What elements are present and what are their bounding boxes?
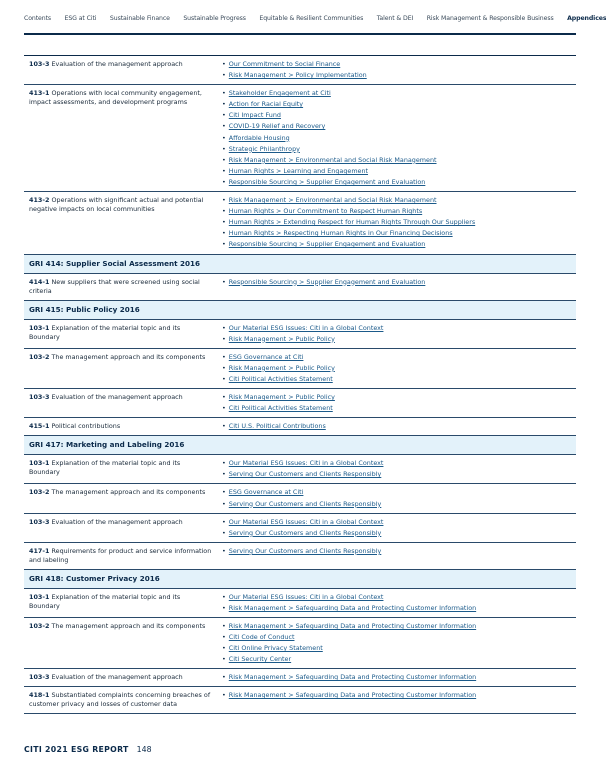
reference-link-text[interactable]: Citi Code of Conduct [228,633,295,642]
table-row [24,320,576,349]
reference-cell [216,514,576,542]
nav-item-equitable-resilient-communities[interactable]: Equitable & Resilient Communities [259,15,364,22]
disclosure-code: 103-3 [29,517,50,526]
reference-link-text[interactable]: Affordable Housing [228,133,290,142]
table-row [24,455,576,484]
table-row [24,514,576,543]
reference-link[interactable] [222,469,572,480]
reference-link[interactable] [222,155,572,166]
bullet-icon: • [222,133,226,142]
disclosure-cell [24,192,216,253]
reference-cell [216,669,576,686]
reference-link-text[interactable]: Risk Management > Public Policy [228,392,335,401]
bullet-icon: • [222,499,226,508]
reference-link-text[interactable]: Our Material ESG Issues: Citi in a Global Context [228,592,384,601]
disclosure-cell [24,669,216,686]
table-row [24,669,576,687]
table-row [24,543,576,570]
disclosure-cell [24,514,216,542]
reference-link-text[interactable]: Citi Impact Fund [228,111,281,120]
reference-link-text[interactable]: Risk Management > Safeguarding Data and Protecting Customer Information [228,622,477,630]
reference-link[interactable] [222,374,572,385]
disclosure-cell [24,389,216,417]
reference-cell [216,320,576,348]
disclosure-code: 103-3 [29,60,50,68]
reference-link-text[interactable]: Stakeholder Engagement at Citi [228,89,331,98]
bullet-icon: • [222,470,226,479]
bullet-icon: • [222,655,226,664]
reference-link[interactable] [222,421,572,432]
disclosure-code: 418-1 [29,691,50,700]
reference-link[interactable] [222,59,572,70]
nav-item-sustainable-progress[interactable]: Sustainable Progress [183,15,246,22]
bullet-icon: • [222,459,226,468]
table-row [24,687,576,714]
reference-link[interactable] [222,334,572,345]
bullet-icon: • [222,488,226,497]
reference-cell [216,389,576,417]
reference-link-text[interactable]: Risk Management > Safeguarding Data and Protecting Customer Information [228,691,477,700]
top-navigation [24,15,606,22]
reference-link[interactable] [222,528,572,539]
reference-link-text[interactable]: Our Commitment to Social Finance [228,60,341,68]
bullet-icon: • [222,196,226,205]
disclosure-cell [24,274,216,300]
reference-link[interactable] [222,88,572,99]
disclosure-title: Substantiated complaints concerning breaches of customer privacy and losses of customer data [29,691,211,709]
header-rule [24,33,576,35]
reference-link-text[interactable]: Risk Management > Public Policy [228,334,335,343]
reference-link[interactable] [222,133,572,144]
disclosure-title: Operations with local community engagement, impact assessments, and development programs [29,89,202,107]
reference-link[interactable] [222,228,572,239]
table-row [24,589,576,618]
bullet-icon: • [222,144,226,153]
bullet-icon: • [222,71,226,80]
disclosure-code: 413-1 [29,89,50,98]
reference-link[interactable] [222,206,572,217]
bullet-icon: • [222,546,226,555]
disclosure-title: Evaluation of the management approach [51,392,183,401]
table-row [24,618,576,669]
reference-cell [216,455,576,483]
disclosure-title: Evaluation of the management approach [51,673,183,682]
reference-link-text[interactable]: Risk Management > Safeguarding Data and Protecting Customer Information [228,673,477,682]
bullet-icon: • [222,622,226,630]
reference-cell [216,85,576,191]
disclosure-cell [24,418,216,435]
bullet-icon: • [222,363,226,372]
reference-link-text[interactable]: Citi Political Activities Statement [228,374,333,383]
bullet-icon: • [222,352,226,361]
bullet-icon: • [222,422,226,431]
table-row [24,349,576,389]
reference-link[interactable] [222,323,572,334]
reference-link-text[interactable]: Responsible Sourcing > Supplier Engagement and Evaluation [228,240,426,249]
disclosure-title: Operations with significant actual and potential negative impacts on local communities [29,196,204,214]
reference-link-text[interactable]: Action for Racial Equity [228,100,304,109]
disclosure-cell [24,618,216,668]
reference-link-text[interactable]: ESG Governance at Citi [228,488,304,497]
reference-cell [216,543,576,569]
disclosure-cell [24,56,216,84]
reference-link-text[interactable]: Citi Political Activities Statement [228,404,333,413]
reference-link[interactable] [222,603,572,614]
reference-cell [216,418,576,435]
nav-item-appendices[interactable]: Appendices [567,15,606,22]
disclosure-code: 417-1 [29,546,50,555]
reference-link-text[interactable]: Human Rights > Our Commitment to Respect Human Rights [228,207,423,216]
reference-link-text[interactable]: Citi Online Privacy Statement [228,644,323,653]
reference-link[interactable] [222,621,572,632]
disclosure-code: 415-1 [29,422,50,431]
reference-link[interactable] [222,592,572,603]
disclosure-cell [24,455,216,483]
reference-link-text[interactable]: Serving Our Customers and Clients Responsibly [228,499,382,508]
disclosure-code: 103-2 [29,488,50,497]
bullet-icon: • [222,673,226,682]
reference-link-text[interactable]: ESG Governance at Citi [228,352,304,361]
disclosure-code: 103-2 [29,622,50,630]
reference-link-text[interactable]: Risk Management > Safeguarding Data and Protecting Customer Information [228,603,477,612]
reference-link[interactable] [222,546,572,557]
nav-item-risk-management-responsible-business[interactable]: Risk Management & Responsible Business [426,15,554,22]
bullet-icon: • [222,207,226,216]
bullet-icon: • [222,644,226,653]
disclosure-title: Evaluation of the management approach [51,517,183,526]
bullet-icon: • [222,374,226,383]
reference-link-text[interactable]: Our Material ESG Issues: Citi in a Global Context [228,517,384,526]
section-heading: GRI 415: Public Policy 2016 [24,301,576,320]
disclosure-title: Explanation of the material topic and its Boundary [29,592,181,610]
reference-link-text[interactable]: Serving Our Customers and Clients Responsibly [228,546,382,555]
bullet-icon: • [222,517,226,526]
reference-link-text[interactable]: Risk Management > Environmental and Social Risk Management [228,196,437,205]
table-row [24,192,576,254]
report-title: CITI 2021 ESG REPORT [24,745,129,754]
disclosure-cell [24,543,216,569]
disclosure-cell [24,349,216,388]
reference-link[interactable] [222,632,572,643]
reference-link[interactable] [222,239,572,250]
bullet-icon: • [222,277,226,286]
bullet-icon: • [222,334,226,343]
reference-link[interactable] [222,217,572,228]
reference-cell [216,349,576,388]
reference-cell [216,687,576,713]
disclosure-title: Political contributions [51,422,121,431]
bullet-icon: • [222,100,226,109]
reference-cell [216,618,576,668]
bullet-icon: • [222,592,226,601]
disclosure-title: Explanation of the material topic and its Boundary [29,323,181,341]
bullet-icon: • [222,323,226,332]
bullet-icon: • [222,229,226,238]
reference-link-text[interactable]: Serving Our Customers and Clients Responsibly [228,528,382,537]
reference-link-text[interactable]: Risk Management > Policy Implementation [228,71,367,80]
reference-link[interactable] [222,458,572,469]
disclosure-title: Requirements for product and service information and labeling [29,546,212,564]
disclosure-cell [24,484,216,512]
reference-cell [216,56,576,84]
bullet-icon: • [222,111,226,120]
nav-item-contents[interactable]: Contents [24,15,52,22]
nav-item-talent-dei[interactable]: Talent & DEI [376,15,414,22]
reference-cell [216,484,576,512]
disclosure-code: 103-1 [29,592,50,601]
reference-link[interactable] [222,352,572,363]
reference-link[interactable] [222,363,572,374]
bullet-icon: • [222,177,226,186]
bullet-icon: • [222,122,226,131]
reference-link[interactable] [222,144,572,155]
disclosure-code: 103-3 [29,673,50,682]
page-footer [24,745,152,754]
disclosure-title: Explanation of the material topic and its Boundary [29,459,181,477]
reference-link-text[interactable]: Serving Our Customers and Clients Responsibly [228,470,382,479]
disclosure-code: 103-3 [29,392,50,401]
reference-link[interactable] [222,392,572,403]
reference-link-text[interactable]: Responsible Sourcing > Supplier Engagement and Evaluation [228,177,426,186]
disclosure-code: 413-2 [29,196,50,205]
reference-link-text[interactable]: COVID-19 Relief and Recovery [228,122,326,131]
disclosure-cell [24,320,216,348]
disclosure-cell [24,589,216,617]
reference-link[interactable] [222,177,572,188]
reference-link-text[interactable]: Our Material ESG Issues: Citi in a Global Context [228,459,384,468]
bullet-icon: • [222,240,226,249]
disclosure-cell [24,85,216,191]
reference-link[interactable] [222,654,572,665]
reference-link[interactable] [222,517,572,528]
reference-link[interactable] [222,166,572,177]
reference-link-text[interactable]: Citi U.S. Political Contributions [228,422,326,431]
table-row [24,55,576,85]
reference-link-text[interactable]: Human Rights > Extending Respect for Human Rights Through Our Suppliers [228,218,476,227]
bullet-icon: • [222,528,226,537]
table-row [24,484,576,513]
reference-link[interactable] [222,672,572,683]
table-row [24,418,576,436]
table-row [24,274,576,301]
reference-link-text[interactable]: Our Material ESG Issues: Citi in a Global Context [228,323,384,332]
bullet-icon: • [222,89,226,98]
disclosure-cell [24,687,216,713]
disclosure-code: 103-1 [29,323,50,332]
bullet-icon: • [222,60,226,68]
disclosure-code: 103-2 [29,352,50,361]
reference-link[interactable] [222,277,572,288]
reference-link[interactable] [222,70,572,81]
gri-index-table [24,55,576,714]
bullet-icon: • [222,404,226,413]
bullet-icon: • [222,155,226,164]
page-number: 148 [136,745,152,754]
bullet-icon: • [222,218,226,227]
reference-link[interactable] [222,499,572,510]
nav-item-sustainable-finance[interactable]: Sustainable Finance [109,15,170,22]
reference-cell [216,274,576,300]
table-row [24,85,576,192]
bullet-icon: • [222,166,226,175]
table-row [24,389,576,418]
bullet-icon: • [222,603,226,612]
disclosure-title: The management approach and its components [51,622,206,630]
reference-link[interactable] [222,99,572,110]
section-heading: GRI 417: Marketing and Labeling 2016 [24,436,576,455]
section-heading: GRI 418: Customer Privacy 2016 [24,570,576,589]
disclosure-title: Evaluation of the management approach [51,60,183,68]
reference-link[interactable] [222,195,572,206]
reference-link-text[interactable]: Human Rights > Learning and Engagement [228,166,369,175]
disclosure-code: 103-1 [29,459,50,468]
nav-item-esg-at-citi[interactable]: ESG at Citi [64,15,97,22]
reference-link[interactable] [222,690,572,701]
reference-link[interactable] [222,487,572,498]
reference-link-text[interactable]: Risk Management > Public Policy [228,363,335,372]
bullet-icon: • [222,633,226,642]
reference-cell [216,589,576,617]
disclosure-code: 414-1 [29,277,50,286]
reference-link-text[interactable]: Strategic Philanthropy [228,144,300,153]
disclosure-title: New suppliers that were screened using social criteria [29,277,200,295]
reference-link[interactable] [222,643,572,654]
reference-link[interactable] [222,403,572,414]
reference-link[interactable] [222,121,572,132]
reference-link-text[interactable]: Responsible Sourcing > Supplier Engagement and Evaluation [228,277,426,286]
reference-cell [216,192,576,253]
section-heading: GRI 414: Supplier Social Assessment 2016 [24,255,576,274]
bullet-icon: • [222,392,226,401]
bullet-icon: • [222,691,226,700]
reference-link[interactable] [222,110,572,121]
reference-link-text[interactable]: Risk Management > Environmental and Social Risk Management [228,155,437,164]
disclosure-title: The management approach and its components [51,488,206,497]
reference-link-text[interactable]: Human Rights > Respecting Human Rights in Our Financing Decisions [228,229,453,238]
reference-link-text[interactable]: Citi Security Center [228,655,292,664]
disclosure-title: The management approach and its components [51,352,206,361]
